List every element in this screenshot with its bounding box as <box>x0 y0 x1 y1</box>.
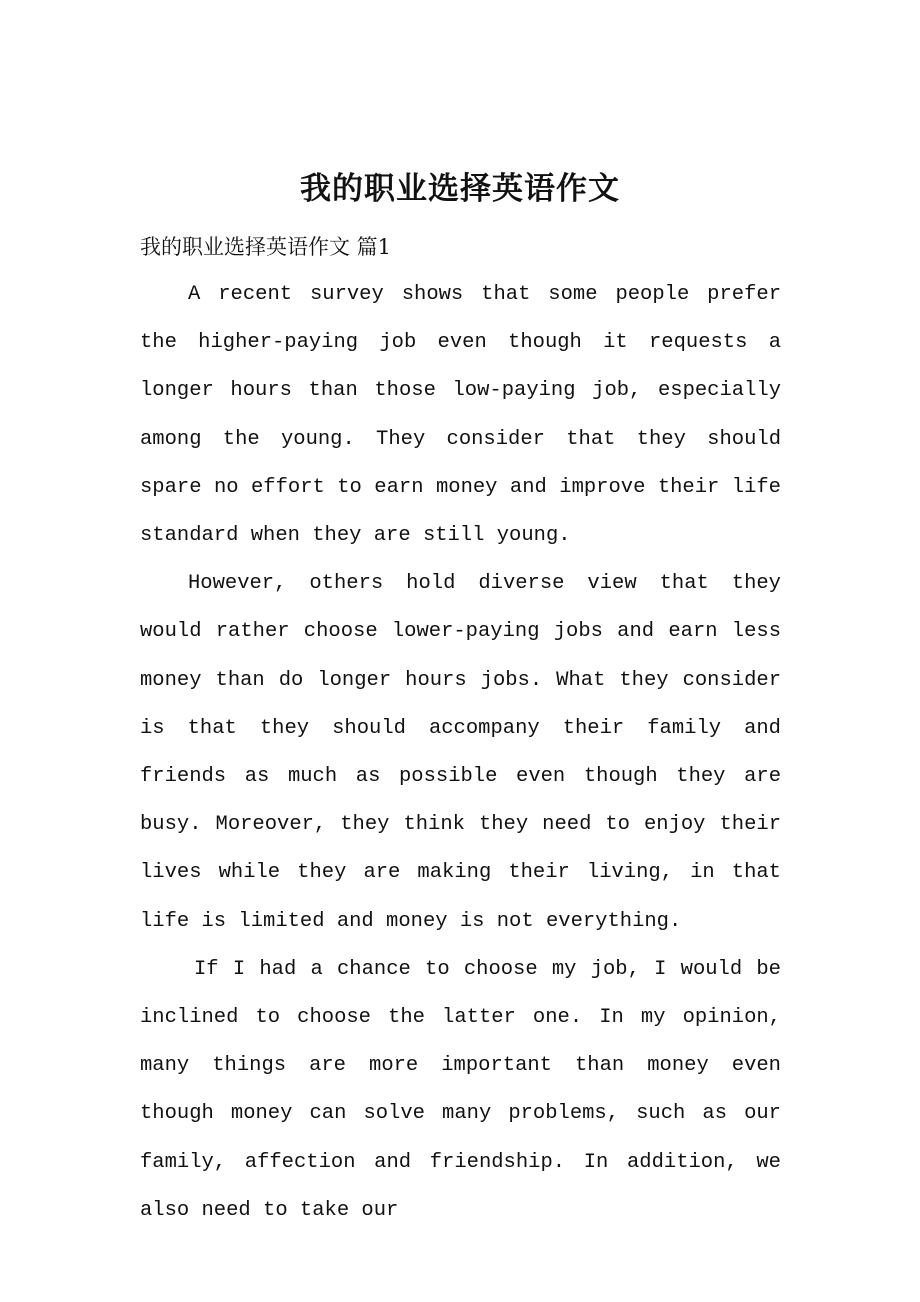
document-body <box>140 271 781 1235</box>
paragraph-2: However, others hold diverse view that they would rather choose lower-paying jobs and earn less money than do longer hours jobs. What they consider is that they should accompany their family and friends as much as possible even though they are busy. Moreover, they think they need to enjoy their lives while they are making their living, in that life is limited and money is not everything. <box>140 572 781 933</box>
paragraph-1: A recent survey shows that some people prefer the higher-paying job even though it requests a longer hours than those low-paying job, especially among the young. They consider that they should spare no effort to earn money and improve their life standard when they are still young. <box>140 283 781 548</box>
document-title: 我的职业选择英语作文 <box>300 170 620 207</box>
section-heading: 我的职业选择英语作文 篇1 <box>140 235 392 259</box>
paragraph-3: If I had a chance to choose my job, I would be inclined to choose the latter one. In my opinion, many things are more important than money even though money can solve many problems, such as our family, affection and friendship. In addition, we also need to take our <box>140 957 781 1222</box>
